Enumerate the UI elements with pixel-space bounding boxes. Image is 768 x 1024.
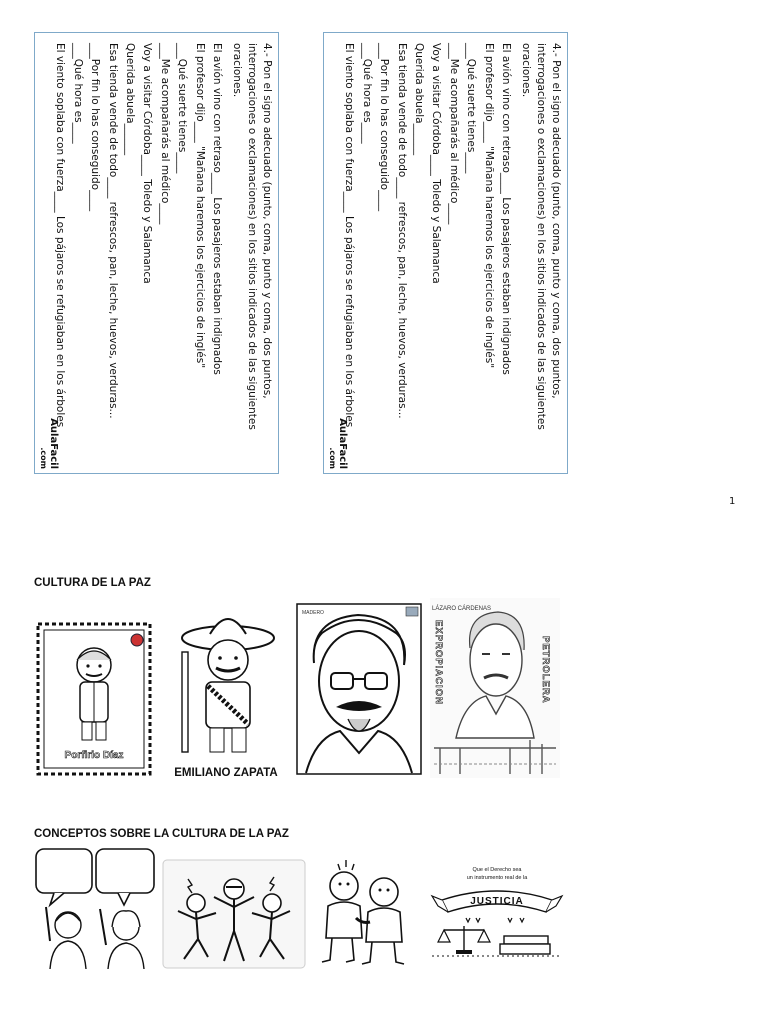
exercise-line: ___Qué hora es____	[360, 43, 373, 144]
exercise-line: ___Qué suerte tienes____	[465, 43, 478, 174]
section-title-conceptos: CONCEPTOS SOBRE LA CULTURA DE LA PAZ	[34, 828, 289, 840]
porfirio-caption: Porfirio Díaz	[64, 750, 124, 761]
derecho-line1: Que el Derecho sea	[472, 867, 522, 873]
exercise-line: El viento soplaba con fuerza____ Los pájaros se refugiaban en los árboles	[54, 43, 67, 428]
exercise-line: Esa tienda vende de todo____ refrescos, pan, leche, huevos, verduras...	[106, 43, 119, 419]
exercise-card-left	[34, 32, 279, 474]
exercise-line: Voy a visitar Córdoba____ Toledo y Salamanca	[430, 43, 443, 284]
zapata-caption: EMILIANO ZAPATA	[174, 767, 278, 779]
exercise-instruction: 4.- Pon el signo adecuado (punto, coma, punto y coma, dos puntos, interrogaciones o exclamaciones) en los sitios indicados de las siguientes oraciones.	[231, 43, 273, 430]
exercise-line: ___Por fin lo has conseguido____	[89, 43, 102, 212]
exercise-line: Esa tienda vende de todo____ refrescos, pan, leche, huevos, verduras...	[395, 43, 408, 419]
expropiacion-label: EXPROPIACION	[433, 620, 444, 705]
brand-name: AulaFacil	[337, 418, 348, 469]
brand-suffix: .com	[39, 447, 48, 469]
exercise-line: Querida abuela______	[412, 43, 425, 156]
brand-logo	[39, 418, 58, 469]
cardenas-name: LÁZARO CÁRDENAS	[432, 606, 492, 612]
exercise-line: Voy a visitar Córdoba____ Toledo y Salamanca	[141, 43, 154, 284]
exercise-line: ___Me acompañarás al médico____	[158, 43, 171, 225]
exercise-line: Querida abuela______	[123, 43, 136, 156]
children-speech-bubbles-image	[34, 847, 158, 969]
section-title-cultura: CULTURA DE LA PAZ	[34, 577, 151, 589]
petrolera-label: PETROLERA	[540, 636, 551, 704]
justicia-image	[428, 860, 566, 960]
brand-suffix: .com	[328, 447, 337, 469]
lazaro-cardenas-portrait	[430, 598, 560, 778]
exercise-card-right	[323, 32, 568, 474]
exercise-line: ___Me acompañarás al médico____	[447, 43, 460, 225]
exercise-card-content	[35, 33, 279, 474]
porfirio-diaz-portrait	[34, 620, 154, 778]
justicia-label: JUSTICIA	[470, 896, 524, 907]
exercise-line: El viento soplaba con fuerza____ Los pájaros se refugiaban en los árboles	[343, 43, 356, 428]
exercise-card-content	[324, 33, 568, 474]
exercise-line: El profesor dijo____ "Mañana haremos los ejercicios de inglés"	[193, 43, 206, 369]
exercise-line: ___Por fin lo has conseguido____	[378, 43, 391, 212]
exercise-line: El profesor dijo____ "Mañana haremos los ejercicios de inglés"	[482, 43, 495, 369]
exercise-instruction: 4.- Pon el signo adecuado (punto, coma, punto y coma, dos puntos, interrogaciones o exclamaciones) en los sitios indicados de las siguientes oraciones.	[520, 43, 562, 430]
derecho-line2: un instrumento real de la	[466, 875, 528, 881]
exercise-line: El avión vino con retraso____ Los pasajeros estaban indignados	[211, 43, 223, 375]
brand-logo	[328, 418, 347, 469]
page-number: 1	[729, 496, 736, 507]
exercise-line: ___Qué suerte tienes____	[176, 43, 189, 174]
brand-name: AulaFacil	[48, 418, 59, 469]
friends-shaking-hands-image	[306, 856, 416, 968]
arguing-figures-image	[162, 859, 306, 969]
exercise-line: ___Qué hora es____	[71, 43, 84, 144]
madero-tag: MADERO	[302, 610, 324, 616]
emiliano-zapata-portrait	[166, 602, 286, 780]
exercise-line: El avión vino con retraso____ Los pasajeros estaban indignados	[500, 43, 512, 375]
madero-portrait	[296, 603, 422, 775]
